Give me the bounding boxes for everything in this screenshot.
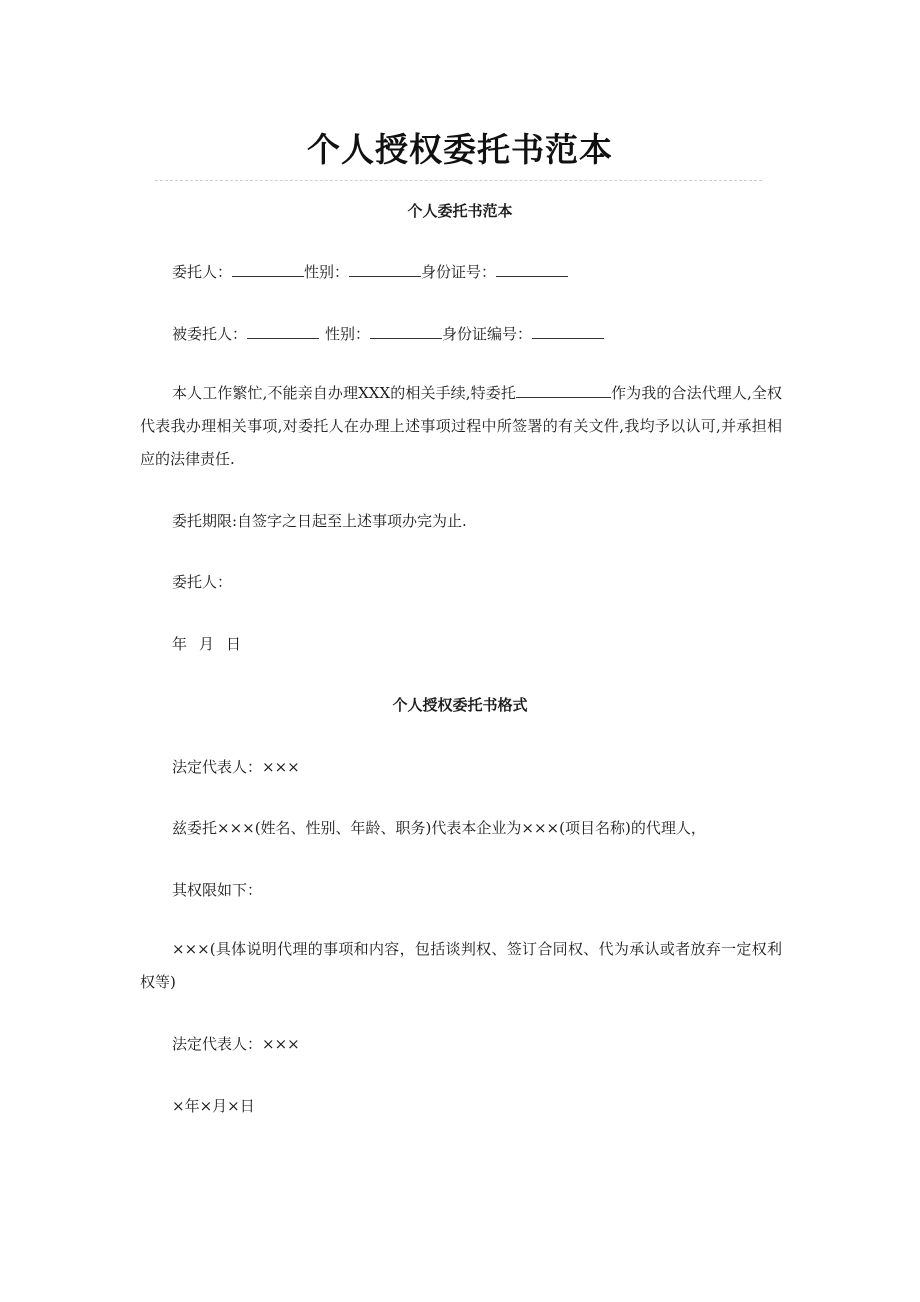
authorization-text-part1: 本人工作繁忙,不能亲自办理XXX的相关手续,特委托 (172, 384, 516, 402)
authorization-paragraph (140, 377, 782, 476)
date-month: 月 (199, 635, 215, 653)
agent-id-blank (532, 323, 604, 339)
section2-heading: 个人授权委托书格式 (392, 696, 528, 714)
date-day: 日 (226, 635, 242, 653)
legal-rep-line: 法定代表人：××× (172, 758, 300, 776)
agent-line (172, 323, 604, 344)
principal-gender-blank (349, 261, 421, 277)
agent-gender-blank (370, 323, 442, 339)
agent-label: 被委托人： (172, 325, 248, 343)
principal-id-blank (496, 261, 568, 277)
agent-blank (516, 382, 611, 398)
principal-label: 委托人： (172, 263, 233, 281)
principal-name-blank (232, 261, 304, 277)
principal-gender-label: 性别： (304, 263, 350, 281)
agent-id-label: 身份证编号： (442, 325, 533, 343)
date-format-line: ×年×月×日 (172, 1097, 255, 1115)
legal-rep-sign-line: 法定代表人：××× (172, 1035, 300, 1053)
authorization-text-part2: 作为我的合法代理人,全权代表我办理相关事项,对委托人在办理上述事项过程中所签署的有关文件,我均予以认可,并承担相应的法律责任. (140, 384, 782, 468)
scope-intro-line: 其权限如下： (172, 881, 263, 899)
entrust-line: 兹委托×××(姓名、性别、年龄、职务)代表本企业为×××(项目名称)的代理人， (172, 819, 706, 837)
agent-gender-label: 性别： (325, 325, 371, 343)
date-line (172, 633, 241, 654)
title-divider (155, 180, 762, 181)
agent-name-blank (247, 323, 319, 339)
principal-line (172, 261, 568, 282)
term-line: 委托期限:自签字之日起至上述事项办完为止. (172, 512, 467, 530)
section1-heading: 个人委托书范本 (407, 202, 513, 220)
date-year: 年 (172, 635, 188, 653)
scope-detail-paragraph: ×××(具体说明代理的事项和内容，包括谈判权、签订合同权、代为承认或者放弃一定权利权等) (140, 940, 782, 991)
signature-line: 委托人： (172, 573, 233, 591)
document-title: 个人授权委托书范本 (307, 130, 613, 169)
principal-id-label: 身份证号： (421, 263, 497, 281)
